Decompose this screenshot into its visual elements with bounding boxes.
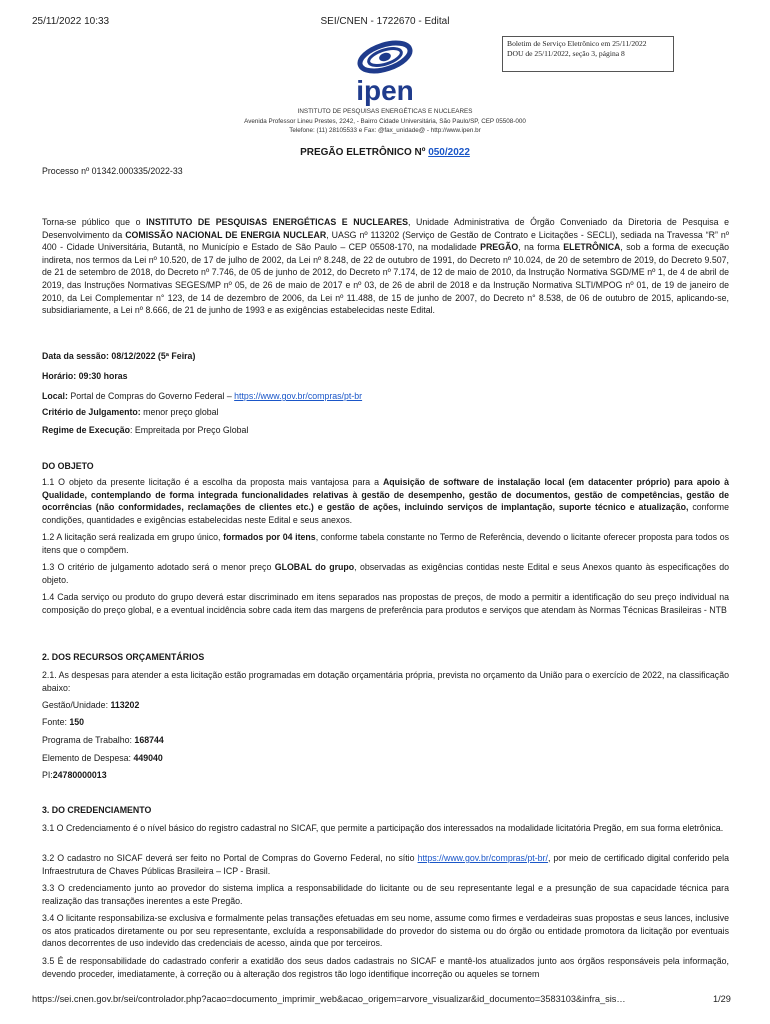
recursos-fonte: Fonte: 150 [42,717,85,727]
footer-url: https://sei.cnen.gov.br/sei/controlador.php?acao=documento_imprimir_web&acao_origem=arvore_visualizar&id_documento=3583103&infra_sis… [32,994,626,1004]
intro-paragraph: Torna-se público que o INSTITUTO DE PESQUISAS ENERGÉTICAS E NUCLEARES, Unidade Administrativa de Órgão Conveniado da Diretoria de Pesquisa e Desenvolvimento da COMISSÃO NACIONAL DE ENERGIA NUCLEAR, UASG nº 113202 (Serviço de Gestão de Contrato e Licitações - SECLI), sediada na Travessa “R” nº 400 - Cidade Universitária, Butantã, no Município e Estado de São Paulo – CEP 05508-170, na modalidade PREGÃO, na forma ELETRÔNICA, sob a forma de execução indireta, nos termos da Lei nº 10.520, de 17 de julho de 2002, da Lei nº 8.248, de 22 de outubro de 1991, do Decreto nº 10.024, de 20 de setembro de 2019, do Decreto 9.507, de 21 de setembro de 2018, do Decreto nº 7.746, de 05 de junho de 2012, do Decreto nº 7.174, de 12 de maio de 2010, da Instrução Normativa SGD/ME nº 1, de 4 de abril de 2019, das Instruções Normativas SEGES/MP nº 05, de 26 de maio de 2017 e nº 03, de 26 de abril de 2018 e da Instrução Normativa SLTI/MPOG nº 01, de 19 de janeiro de 2010, da Lei Complementar n° 123, de 14 de dezembro de 2006, da Lei nº 11.488, de 15 de junho de 2007, do Decreto n° 8.538, de 06 de outubro de 2015, aplicando-se, subsidiariamente, a Lei nº 8.666, de 21 de junho de 1993 e as exigências estabelecidas neste Edital. [42,217,729,316]
session-date: Data da sessão: 08/12/2022 (5ª Feira) [42,351,196,361]
session-local: Local: Portal de Compras do Governo Federal – https://www.gov.br/compras/pt-br [42,391,363,401]
print-title: SEI/CNEN - 1722670 - Edital [320,16,450,27]
objeto-1-2: 1.2 A licitação será realizada em grupo único, formados por 04 itens, conforme tabela constante no Termo de Referência, devendo o licitante oferecer proposta para todos os itens que o compõem. [42,532,729,555]
credenciamento-3-3: 3.3 O credenciamento junto ao provedor do sistema implica a responsabilidade do licitante ou de seu representante legal e a presunção de sua capacidade técnica para realização das transações inerentes a este Pregão. [42,883,729,906]
recursos-gestao: Gestão/Unidade: 113202 [42,700,140,710]
recursos-heading: 2. DOS RECURSOS ORÇAMENTÁRIOS [42,652,205,662]
credenciamento-3-5: 3.5 É de responsabilidade do cadastrado conferir a exatidão dos seus dados cadastrais no SICAF e mantê-los atualizados junto aos órgãos responsáveis pela informação, devendo proceder, imediatamente, à correção ou à alteração dos registros tão logo identifique incorreção ou aqueles se tornem [42,956,729,979]
pregao-number-link[interactable]: 050/2022 [428,147,470,158]
institution-phone: Telefone: (11) 28105533 e Fax: @fax_unidade@ - http://www.ipen.br [289,127,481,134]
institution-address: Avenida Professor Lineu Prestes, 2242, - Bairro Cidade Universitária, São Paulo/SP, CEP 05508-000 [244,117,526,125]
pregao-title [0,147,770,158]
boletim-line-2: DOU de 25/11/2022, seção 3, página 8 [507,49,625,58]
recursos-pi: PI:24780000013 [42,770,107,780]
institution-name: INSTITUTO DE PESQUISAS ENERGÉTICAS E NUCLEARES [297,108,473,115]
credenciamento-3-2: 3.2 O cadastro no SICAF deverá ser feito no Portal de Compras do Governo Federal, no sítio https://www.gov.br/compras/pt-br/, por meio de certificado digital conferido pela Infraestrutura de Chaves Públicas Brasileira – ICP - Brasil. [42,853,729,876]
credenciamento-3-4: 3.4 O licitante responsabiliza-se exclusiva e formalmente pelas transações efetuadas em seu nome, assume como firmes e verdadeiras suas propostas e seus lances, inclusive os atos praticados diretamente ou por seu representante, excluída a responsabilidade do provedor do sistema ou do órgão ou entidade promotora da licitação por eventuais danos decorrentes de uso indevido das credenciais de acesso, ainda que por terceiros. [42,913,729,949]
recursos-elemento: Elemento de Despesa: 449040 [42,753,163,763]
print-datetime: 25/11/2022 10:33 [32,16,110,27]
objeto-heading: DO OBJETO [42,461,94,471]
footer-page-number: 1/29 [713,994,731,1004]
compras-link-2[interactable]: https://www.gov.br/compras/pt-br/ [417,853,548,863]
institution-block [0,107,770,136]
session-time: Horário: 09:30 horas [42,371,128,381]
credenciamento-3-1: 3.1 O Credenciamento é o nível básico do registro cadastral no SICAF, que permite a participação dos interessados na modalidade licitatória Pregão, em sua forma eletrônica. [42,823,724,833]
credenciamento-heading: 3. DO CREDENCIAMENTO [42,805,152,815]
boletim-box [502,36,674,72]
objeto-1-1: 1.1 O objeto da presente licitação é a escolha da proposta mais vantajosa para a Aquisição de software de instalação local (em datacenter próprio) para apoio à Qualidade, contemplando de forma integrada funcionalidades relativas à gestão de desempenho, gestão de documentos, gestão de competências, gestão de ocorrências (não conformidades, reclamações de clientes etc.) e gestão de ações, incluindo serviços de implantação, suporte técnico e atualização, conforme condições, quantidades e exigências estabelecidas neste Edital e seus anexos. [42,477,730,525]
objeto-1-4: 1.4 Cada serviço ou produto do grupo deverá estar discriminado em itens separados nas propostas de preços, de modo a permitir a identificação do seu preço individual na composição do preço global, e a eventual incidência sobre cada item das margens de preferência para produtos e serviços que atendam às Normas Técnicas Brasileiras - NTB [42,592,729,615]
recursos-programa: Programa de Trabalho: 168744 [42,735,164,745]
ipen-logo [330,34,440,106]
compras-link[interactable]: https://www.gov.br/compras/pt-br [234,391,363,401]
boletim-line-1: Boletim de Serviço Eletrônico em 25/11/2022 [507,39,647,48]
session-regime: Regime de Execução: Empreitada por Preço Global [42,425,249,435]
objeto-1-3: 1.3 O critério de julgamento adotado será o menor preço GLOBAL do grupo, observadas as exigências contidas neste Edital e seus Anexos quanto às especificações do objeto. [42,562,730,585]
recursos-2-1: 2.1. As despesas para atender a esta licitação estão programadas em dotação orçamentária própria, prevista no orçamento da União para o exercício de 2022, na classificação abaixo: [42,670,729,693]
session-criterio: Critério de Julgamento: menor preço global [42,407,219,417]
ipen-logo-text: ipen [356,75,414,106]
processo-number: Processo nº 01342.000335/2022-33 [42,166,183,176]
pregao-label: PREGÃO ELETRÔNICO Nº [300,147,429,158]
